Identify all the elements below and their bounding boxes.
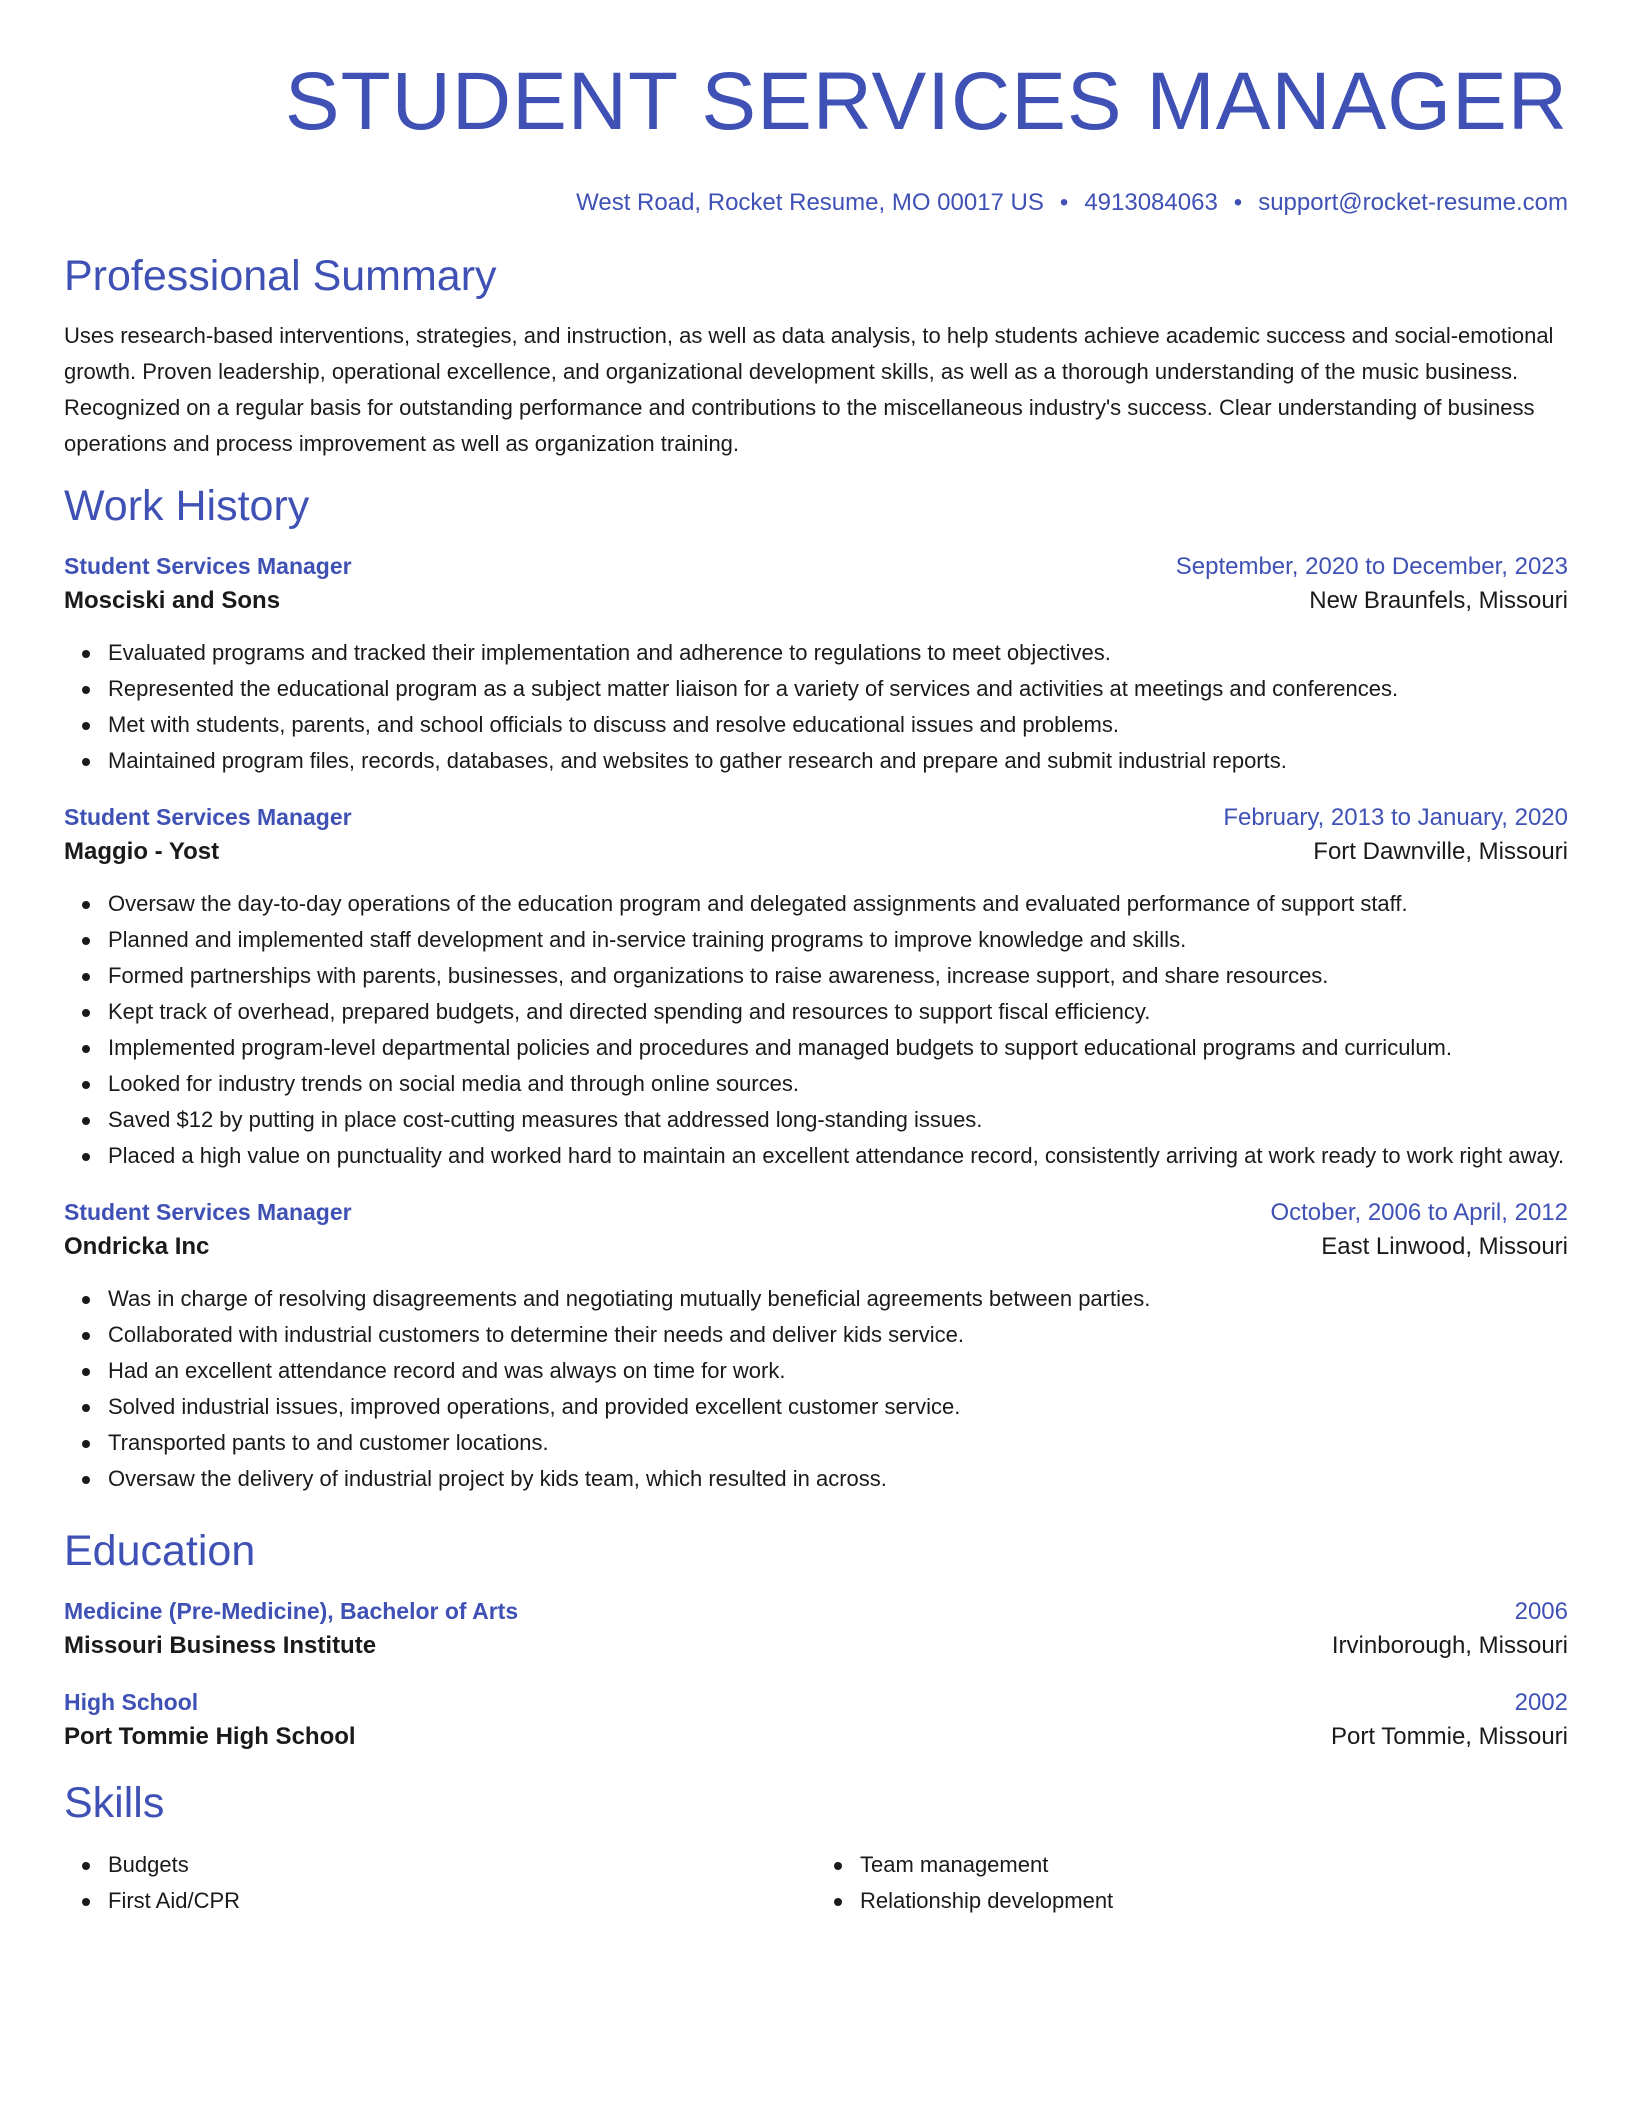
job-company: Mosciski and Sons bbox=[64, 587, 281, 614]
job-title: Student Services Manager bbox=[64, 804, 352, 830]
education-location: Irvinborough, Missouri bbox=[1331, 1632, 1568, 1659]
skills-column-left bbox=[64, 1847, 816, 1919]
job-location: East Linwood, Missouri bbox=[1321, 1233, 1568, 1260]
contact-separator: • bbox=[1233, 189, 1243, 216]
job-bullet: Formed partnerships with parents, businesses, and organizations to raise awareness, increase support, and share resources. bbox=[108, 958, 1568, 994]
education-entry bbox=[64, 1686, 1568, 1755]
job-bullet: Met with students, parents, and school officials to discuss and resolve educational issues and problems. bbox=[108, 707, 1568, 743]
education-location: Port Tommie, Missouri bbox=[1331, 1723, 1568, 1750]
contact-address: West Road, Rocket Resume, MO 00017 US bbox=[576, 189, 1044, 216]
job-bullet: Looked for industry trends on social media and through online sources. bbox=[108, 1066, 1568, 1102]
contact-separator: • bbox=[1059, 189, 1069, 216]
job-bullet: Maintained program files, records, databases, and websites to gather research and prepare and submit industrial reports. bbox=[108, 743, 1568, 779]
job-entry bbox=[64, 801, 1568, 1174]
resume-page bbox=[64, 0, 1568, 1919]
education-school: Missouri Business Institute bbox=[64, 1632, 377, 1659]
education-year: 2006 bbox=[1514, 1598, 1568, 1625]
job-company: Maggio - Yost bbox=[64, 838, 220, 865]
job-dates: October, 2006 to April, 2012 bbox=[1270, 1199, 1568, 1226]
education-degree: High School bbox=[64, 1689, 199, 1715]
contact-phone: 4913084063 bbox=[1084, 189, 1218, 216]
skill-item: Budgets bbox=[108, 1847, 816, 1883]
education-year: 2002 bbox=[1514, 1689, 1568, 1716]
education-school: Port Tommie High School bbox=[64, 1723, 356, 1750]
job-bullet: Planned and implemented staff development and in-service training programs to improve knowledge and skills. bbox=[108, 922, 1568, 958]
job-bullets bbox=[64, 635, 1568, 779]
job-bullet: Had an excellent attendance record and was always on time for work. bbox=[108, 1353, 1568, 1389]
job-bullet: Oversaw the delivery of industrial project by kids team, which resulted in across. bbox=[108, 1461, 1568, 1497]
job-bullet: Represented the educational program as a subject matter liaison for a variety of services and activities at meetings and conferences. bbox=[108, 671, 1568, 707]
job-location: Fort Dawnville, Missouri bbox=[1313, 838, 1568, 865]
job-dates: February, 2013 to January, 2020 bbox=[1223, 804, 1568, 831]
job-bullet: Was in charge of resolving disagreements and negotiating mutually beneficial agreements between parties. bbox=[108, 1281, 1568, 1317]
job-bullets bbox=[64, 1281, 1568, 1497]
skill-item: Team management bbox=[860, 1847, 1568, 1883]
skill-item: First Aid/CPR bbox=[108, 1883, 816, 1919]
job-bullet: Evaluated programs and tracked their implementation and adherence to regulations to meet objectives. bbox=[108, 635, 1568, 671]
skill-item: Relationship development bbox=[860, 1883, 1568, 1919]
job-company: Ondricka Inc bbox=[64, 1233, 210, 1260]
education-entry bbox=[64, 1595, 1568, 1664]
summary-heading: Professional Summary bbox=[64, 252, 497, 300]
job-dates: September, 2020 to December, 2023 bbox=[1175, 553, 1568, 580]
job-bullet: Saved $12 by putting in place cost-cutting measures that addressed long-standing issues. bbox=[108, 1102, 1568, 1138]
job-entry bbox=[64, 1196, 1568, 1497]
contact-line bbox=[64, 188, 1568, 218]
job-bullets bbox=[64, 886, 1568, 1174]
job-entry bbox=[64, 550, 1568, 779]
work-history-heading: Work History bbox=[64, 482, 310, 530]
job-bullet: Oversaw the day-to-day operations of the education program and delegated assignments and evaluated performance of support staff. bbox=[108, 886, 1568, 922]
contact-email: support@rocket-resume.com bbox=[1258, 189, 1568, 216]
job-location: New Braunfels, Missouri bbox=[1309, 587, 1568, 614]
job-bullet: Implemented program-level departmental policies and procedures and managed budgets to support educational programs and curriculum. bbox=[108, 1030, 1568, 1066]
job-bullet: Kept track of overhead, prepared budgets, and directed spending and resources to support fiscal efficiency. bbox=[108, 994, 1568, 1030]
job-bullet: Placed a high value on punctuality and worked hard to maintain an excellent attendance record, consistently arriving at work ready to work right away. bbox=[108, 1138, 1568, 1174]
job-title: Student Services Manager bbox=[64, 553, 352, 579]
summary-text: Uses research-based interventions, strategies, and instruction, as well as data analysis, to help students achieve academic success and social-emotional growth. Proven leadership, operational excellence, and organizational development skills, as well as a thorough understanding of the music business. Recognized on a regular basis for outstanding performance and contributions to the miscellaneous industry's success. Clear understanding of business operations and process improvement as well as organization training. bbox=[64, 323, 1554, 456]
education-degree: Medicine (Pre-Medicine), Bachelor of Arts bbox=[64, 1598, 519, 1624]
skills-column-right bbox=[816, 1847, 1568, 1919]
education-heading: Education bbox=[64, 1527, 256, 1575]
skills-list bbox=[64, 1847, 1568, 1919]
job-bullet: Solved industrial issues, improved operations, and provided excellent customer service. bbox=[108, 1389, 1568, 1425]
job-bullet: Transported pants to and customer locations. bbox=[108, 1425, 1568, 1461]
job-bullet: Collaborated with industrial customers to determine their needs and deliver kids service. bbox=[108, 1317, 1568, 1353]
resume-header bbox=[64, 0, 1568, 218]
job-title: Student Services Manager bbox=[64, 1199, 352, 1225]
candidate-name: STUDENT SERVICES MANAGER bbox=[284, 56, 1568, 147]
skills-heading: Skills bbox=[64, 1779, 165, 1827]
